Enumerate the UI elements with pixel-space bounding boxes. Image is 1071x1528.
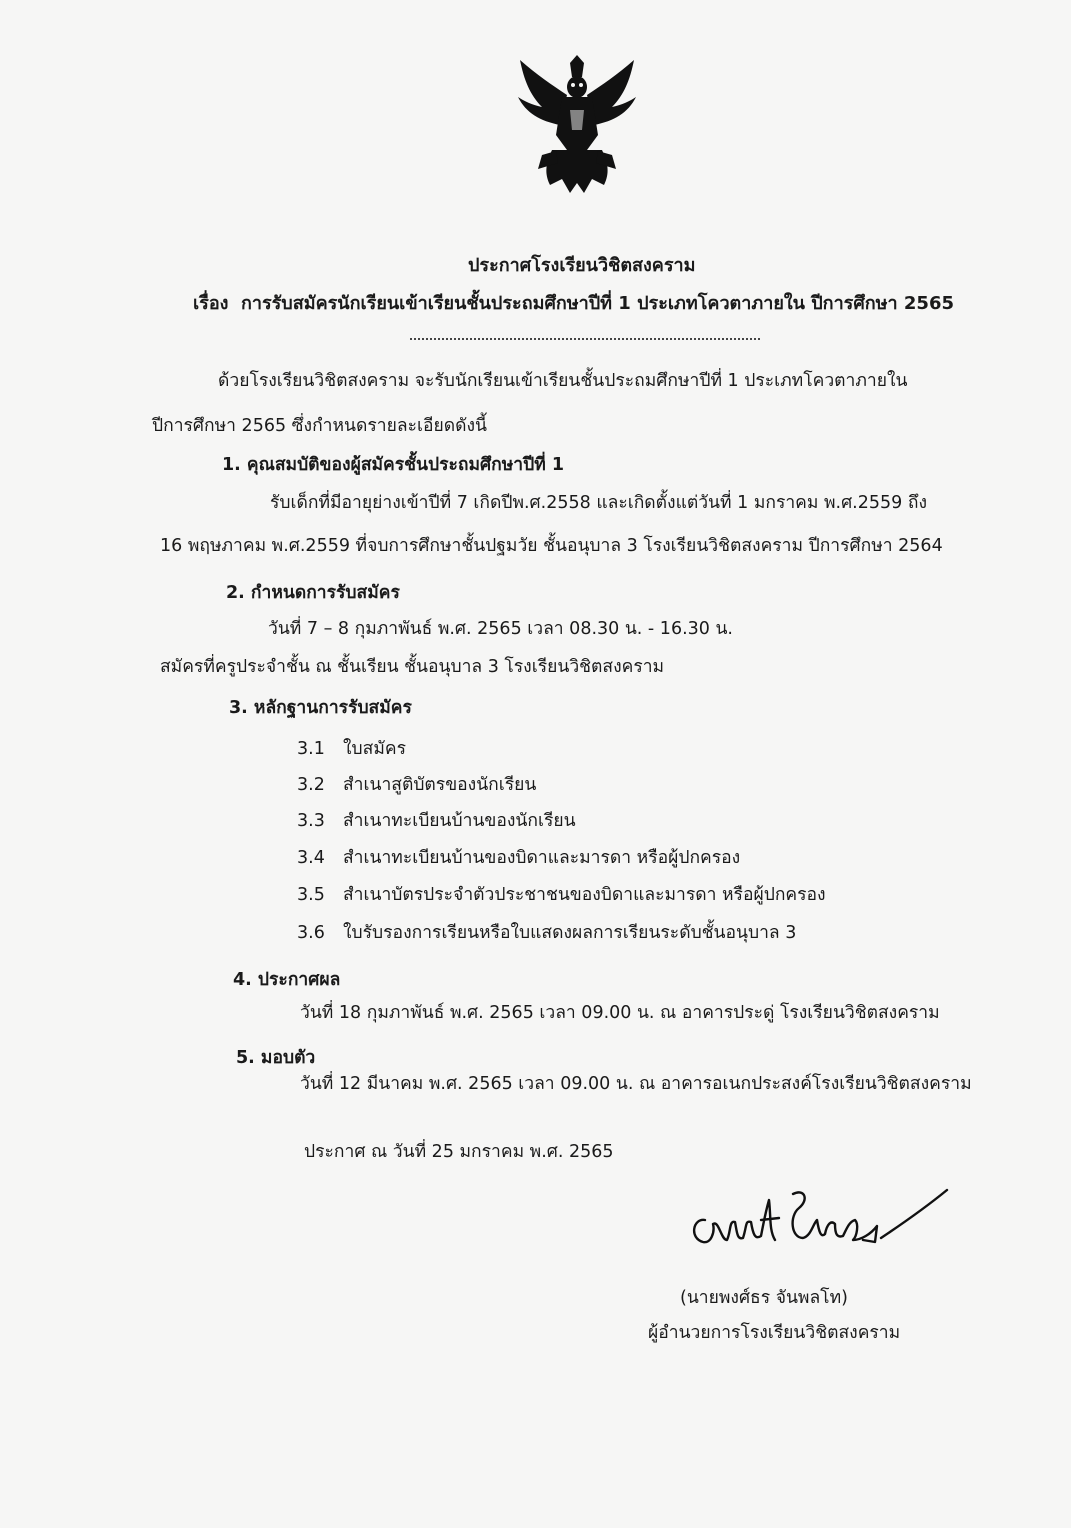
section-2-heading: 2. กำหนดการรับสมัคร	[226, 583, 400, 603]
item-number: 3.4	[297, 848, 325, 868]
subject-line	[193, 288, 954, 317]
announcement-date: ประกาศ ณ วันที่ 25 มกราคม พ.ศ. 2565	[304, 1142, 614, 1162]
item-text: สำเนาบัตรประจำตัวประชาชนของบิดาและมารดา หรือผู้ปกครอง	[343, 885, 826, 905]
item-number: 3.5	[297, 885, 325, 905]
intro-line-1: ด้วยโรงเรียนวิชิตสงคราม จะรับนักเรียนเข้าเรียนชั้นประถมศึกษาปีที่ 1 ประเภทโควตาภายใน	[218, 371, 908, 391]
section-5-line-1: วันที่ 12 มีนาคม พ.ศ. 2565 เวลา 09.00 น. ณ อาคารอเนกประสงค์โรงเรียนวิชิตสงคราม	[300, 1074, 972, 1094]
list-item	[297, 734, 406, 762]
intro-line-2: ปีการศึกษา 2565 ซึ่งกำหนดรายละเอียดดังนี้	[152, 416, 487, 436]
section-4-line-1: วันที่ 18 กุมภาพันธ์ พ.ศ. 2565 เวลา 09.00 น. ณ อาคารประดู่ โรงเรียนวิชิตสงคราม	[300, 1003, 940, 1023]
signature-icon	[685, 1180, 950, 1260]
section-1-line-2: 16 พฤษภาคม พ.ศ.2559 ที่จบการศึกษาชั้นปฐมวัย ชั้นอนุบาล 3 โรงเรียนวิชิตสงคราม ปีการศึกษา 2564	[160, 536, 943, 556]
section-1-line-1: รับเด็กที่มีอายุย่างเข้าปีที่ 7 เกิดปีพ.ศ.2558 และเกิดตั้งแต่วันที่ 1 มกราคม พ.ศ.2559 ถึง	[270, 493, 927, 513]
item-text: ใบสมัคร	[343, 739, 406, 759]
subject-label: เรื่อง	[193, 293, 229, 314]
section-1-heading: 1. คุณสมบัติของผู้สมัครชั้นประถมศึกษาปีที่ 1	[222, 455, 565, 475]
signer-name: (นายพงศ์ธร จันพลโท)	[680, 1288, 848, 1308]
list-item	[297, 918, 796, 946]
item-number: 3.3	[297, 811, 325, 831]
list-item	[297, 770, 536, 798]
list-item	[297, 843, 740, 871]
section-5-heading: 5. มอบตัว	[236, 1048, 316, 1068]
item-number: 3.1	[297, 739, 325, 759]
item-text: สำเนาทะเบียนบ้านของบิดาและมารดา หรือผู้ปกครอง	[343, 848, 741, 868]
section-3-heading: 3. หลักฐานการรับสมัคร	[229, 698, 412, 718]
item-number: 3.6	[297, 923, 325, 943]
item-number: 3.2	[297, 775, 325, 795]
document-heading: ประกาศโรงเรียนวิชิตสงคราม	[468, 255, 696, 276]
section-2-line-2: สมัครที่ครูประจำชั้น ณ ชั้นเรียน ชั้นอนุบาล 3 โรงเรียนวิชิตสงคราม	[160, 657, 665, 677]
subject-text: การรับสมัครนักเรียนเข้าเรียนชั้นประถมศึกษาปีที่ 1 ประเภทโควตาภายใน ปีการศึกษา 2565	[240, 293, 954, 314]
garuda-emblem-icon	[512, 55, 642, 195]
signer-title: ผู้อำนวยการโรงเรียนวิชิตสงคราม	[648, 1323, 901, 1343]
section-2-line-1: วันที่ 7 – 8 กุมภาพันธ์ พ.ศ. 2565 เวลา 08.30 น. - 16.30 น.	[268, 619, 733, 639]
item-text: สำเนาทะเบียนบ้านของนักเรียน	[343, 811, 576, 831]
item-text: สำเนาสูติบัตรของนักเรียน	[343, 775, 537, 795]
list-item	[297, 806, 576, 834]
dotted-divider	[410, 338, 760, 340]
list-item	[297, 880, 826, 908]
section-4-heading: 4. ประกาศผล	[233, 970, 341, 990]
item-text: ใบรับรองการเรียนหรือใบแสดงผลการเรียนระดับชั้นอนุบาล 3	[343, 923, 797, 943]
